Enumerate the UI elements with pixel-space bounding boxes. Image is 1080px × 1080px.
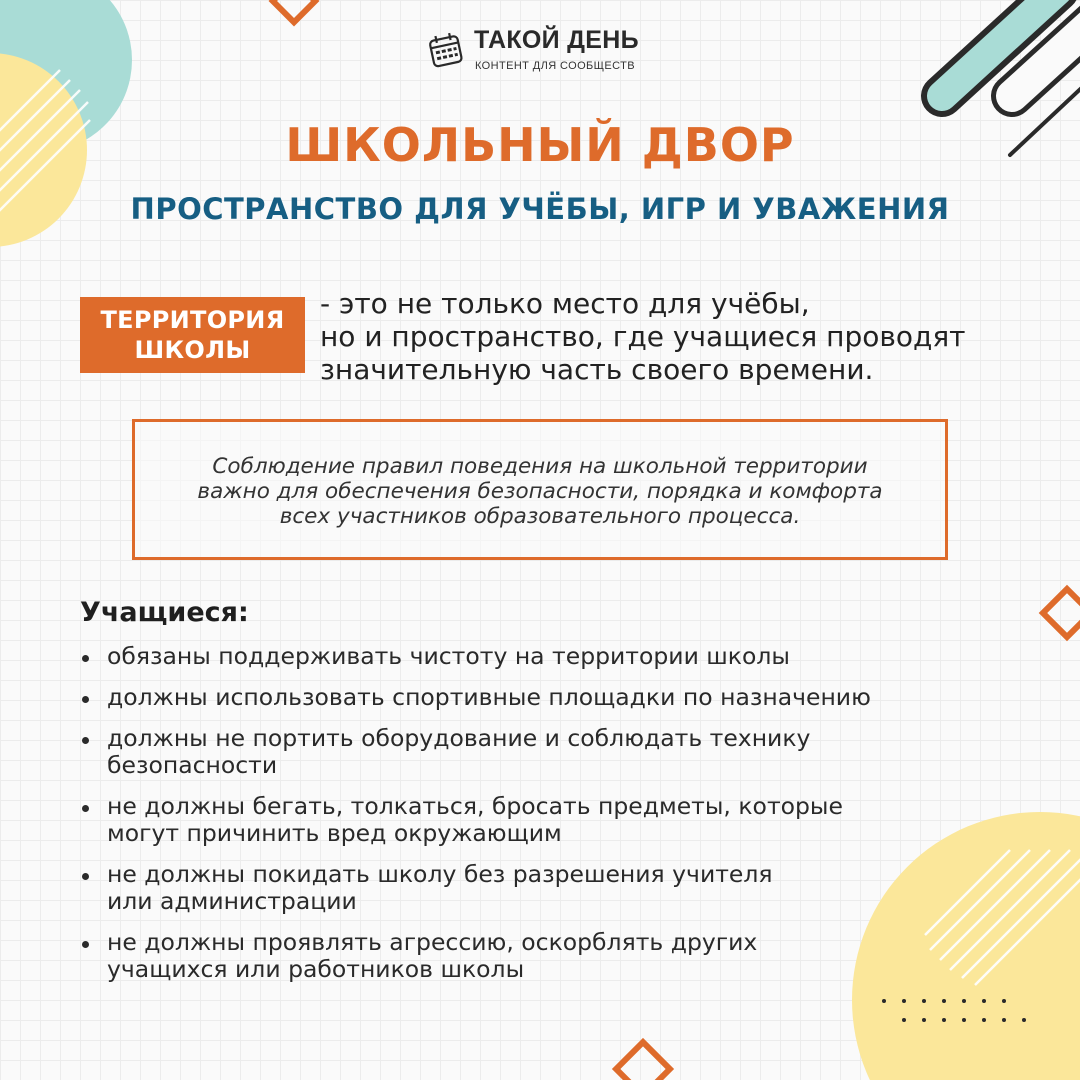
definition-line-1: - это не только место для учёбы, (320, 287, 810, 320)
rule-text: не должны бегать, толкаться, бросать предметы, которые могут причинить вред окружающим (107, 792, 843, 847)
pill-stripes-decoration (942, 0, 1080, 96)
list-item (80, 793, 980, 847)
diamond-decoration-top (273, 0, 315, 22)
list-item (80, 643, 980, 670)
definition-line-2: но и пространство, где учащиеся проводят (320, 320, 966, 353)
definition-text (320, 287, 1040, 386)
diamond-decoration-bottom (616, 1042, 670, 1080)
list-item (80, 684, 980, 711)
brand-tagline: КОНТЕНТ ДЛЯ СООБЩЕСТВ (475, 60, 635, 72)
note-line-3: всех участников образовательного процесса. (279, 504, 801, 529)
brand-logo (428, 26, 668, 76)
list-item (80, 861, 980, 915)
page-subtitle: ПРОСТРАНСТВО ДЛЯ УЧЁБЫ, ИГР И УВАЖЕНИЯ (130, 192, 950, 226)
diamond-decoration-right (1043, 589, 1080, 637)
calendar-icon (428, 30, 466, 70)
rules-heading: Учащиеся: (80, 597, 249, 628)
badge-line-1: ТЕРРИТОРИЯ (100, 306, 285, 334)
rule-text: не должны проявлять агрессию, оскорблять других учащихся или работников школы (107, 928, 758, 983)
rule-text: обязаны поддерживать чистоту на территории школы (107, 642, 790, 670)
definition-line-3: значительную часть своего времени. (320, 353, 874, 386)
territory-badge (80, 297, 305, 373)
rule-text: должны не портить оборудование и соблюдать технику безопасности (107, 724, 811, 779)
rules-list (80, 643, 980, 997)
rule-text: не должны покидать школу без разрешения учителя или администрации (107, 860, 773, 915)
list-item (80, 929, 980, 983)
list-item (80, 725, 980, 779)
note-text (135, 454, 945, 529)
note-box (132, 419, 948, 560)
brand-name: ТАКОЙ ДЕНЬ (474, 26, 639, 54)
note-line-2: важно для обеспечения безопасности, порядка и комфорта (197, 479, 883, 504)
rule-text: должны использовать спортивные площадки по назначению (107, 683, 871, 711)
page-title: ШКОЛЬНЫЙ ДВОР (285, 118, 795, 172)
note-line-1: Соблюдение правил поведения на школьной территории (212, 454, 868, 479)
badge-line-2: ШКОЛЫ (134, 336, 251, 364)
